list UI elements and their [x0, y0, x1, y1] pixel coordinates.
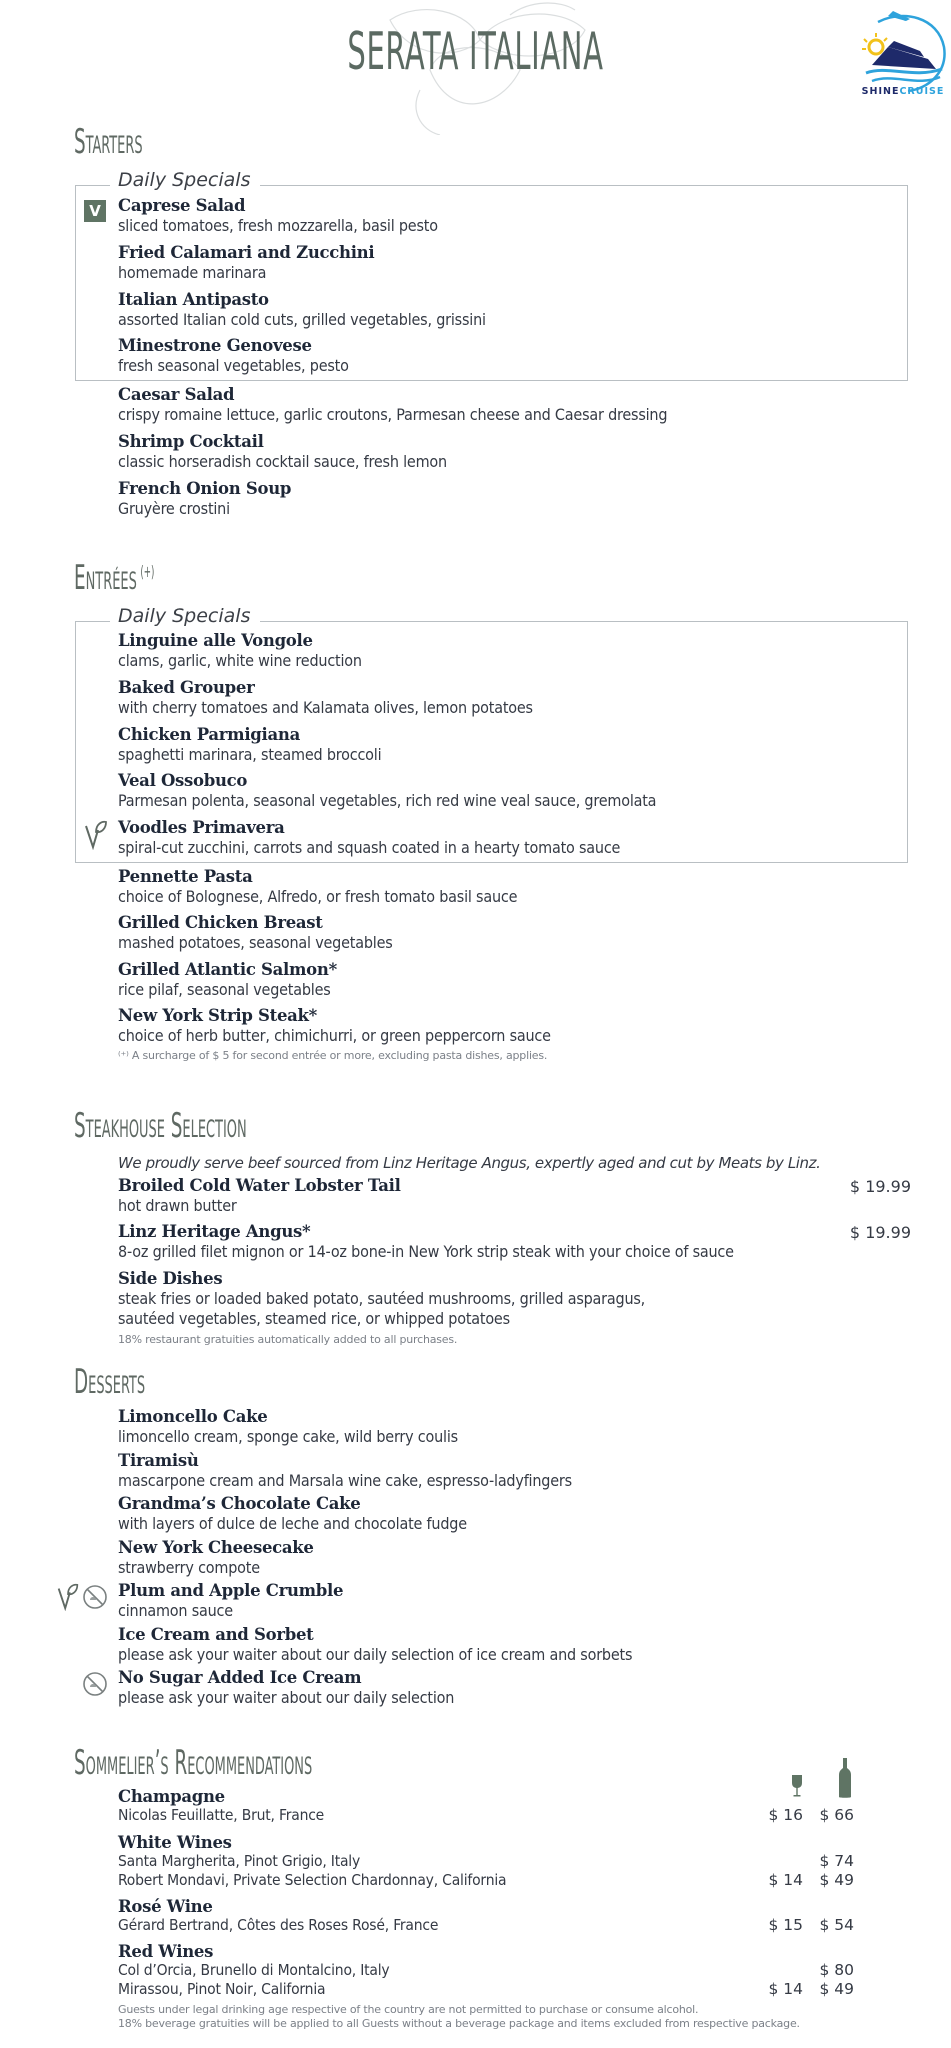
section-heading-entrees: Entrées (+): [74, 558, 155, 598]
menu-item: Fried Calamari and Zucchini homemade marinara: [118, 243, 375, 282]
menu-item: Grandma’s Chocolate Cake with layers of dulce de leche and chocolate fudge: [118, 1494, 467, 1533]
alcohol-age-note: Guests under legal drinking age respective of the country are not permitted to purchase or consume alcohol.: [118, 2003, 699, 2016]
bottle-price: $ 66: [819, 1806, 854, 1824]
no-sugar-icon: [82, 1671, 108, 1697]
menu-item: Ice Cream and Sorbet please ask your waiter about our daily selection of ice cream and sorbets: [118, 1625, 633, 1664]
no-sugar-icon: [82, 1584, 108, 1610]
page-title: SERATA ITALIANA: [347, 22, 604, 82]
bottle-price: $ 74: [819, 1852, 854, 1870]
menu-item: Chicken Parmigiana spaghetti marinara, steamed broccoli: [118, 725, 382, 764]
entree-surcharge-note: ⁽⁺⁾ A surcharge of $ 5 for second entrée or more, excluding pasta dishes, applies.: [118, 1049, 548, 1062]
wine-item: Santa Margherita, Pinot Grigio, Italy: [118, 1852, 361, 1870]
menu-item: Shrimp Cocktail classic horseradish cocktail sauce, fresh lemon: [118, 432, 447, 471]
vegan-leaf-icon: [56, 1583, 80, 1611]
menu-item: No Sugar Added Ice Cream please ask your waiter about our daily selection: [118, 1668, 455, 1707]
restaurant-gratuity-note: 18% restaurant gratuities automatically added to all purchases.: [118, 1333, 458, 1346]
logo-text: SHINECRUISE: [861, 86, 945, 97]
wine-item: Col d’Orcia, Brunello di Montalcino, Italy: [118, 1961, 390, 1979]
wine-glass-icon: [790, 1775, 804, 1797]
menu-item: New York Strip Steak* choice of herb butter, chimichurri, or green peppercorn sauce: [118, 1006, 551, 1045]
bottle-price: $ 49: [819, 1980, 854, 1998]
bottle-price: $ 54: [819, 1916, 854, 1934]
price: $ 19.99: [849, 1177, 911, 1196]
wine-bottle-icon: [838, 1758, 852, 1798]
menu-item: Linguine alle Vongole clams, garlic, white wine reduction: [118, 631, 362, 670]
bottle-price: $ 49: [819, 1871, 854, 1889]
daily-specials-label: Daily Specials: [110, 169, 260, 191]
wine-item: Nicolas Feuillatte, Brut, France: [118, 1806, 325, 1824]
daily-specials-label: Daily Specials: [110, 605, 260, 627]
wine-group-rose: Rosé Wine: [118, 1897, 213, 1916]
price: $ 19.99: [849, 1223, 911, 1242]
section-heading-desserts: Desserts: [74, 1362, 146, 1402]
wine-item: Mirassou, Pinot Noir, California: [118, 1980, 326, 1998]
menu-item: Plum and Apple Crumble cinnamon sauce: [118, 1581, 344, 1620]
vegan-leaf-icon: [84, 820, 108, 850]
menu-item: Baked Grouper with cherry tomatoes and Kalamata olives, lemon potatoes: [118, 678, 533, 717]
glass-price: $ 15: [768, 1916, 803, 1934]
menu-item: Broiled Cold Water Lobster Tail hot drawn butter: [118, 1176, 401, 1215]
section-heading-sommelier: Sommelier’s Recommendations: [74, 1743, 313, 1783]
menu-item: Italian Antipasto assorted Italian cold cuts, grilled vegetables, grissini: [118, 290, 486, 329]
glass-price: $ 14: [768, 1980, 803, 1998]
menu-item: French Onion Soup Gruyère crostini: [118, 479, 292, 518]
menu-item: Minestrone Genovese fresh seasonal vegetables, pesto: [118, 336, 349, 375]
menu-item: Caesar Salad crispy romaine lettuce, garlic croutons, Parmesan cheese and Caesar dressing: [118, 385, 668, 424]
steakhouse-intro: We proudly serve beef sourced from Linz Heritage Angus, expertly aged and cut by Meats by Linz.: [118, 1154, 821, 1172]
glass-price: $ 14: [768, 1871, 803, 1889]
section-heading-steakhouse: Steakhouse Selection: [74, 1106, 247, 1146]
wine-item: Robert Mondavi, Private Selection Chardonnay, California: [118, 1871, 507, 1889]
wine-group-champagne: Champagne: [118, 1787, 225, 1806]
glass-price: $ 16: [768, 1806, 803, 1824]
menu-item: Grilled Chicken Breast mashed potatoes, seasonal vegetables: [118, 913, 393, 952]
menu-item: New York Cheesecake strawberry compote: [118, 1538, 314, 1577]
wine-group-white: White Wines: [118, 1833, 232, 1852]
menu-item: Grilled Atlantic Salmon* rice pilaf, seasonal vegetables: [118, 960, 337, 999]
menu-item: Side Dishes steak fries or loaded baked potato, sautéed mushrooms, grilled asparagus, sautéed vegetables, steamed rice, or whipped potatoes: [118, 1269, 646, 1328]
beverage-gratuity-note: 18% beverage gratuities will be applied to all Guests without a beverage package and items excluded from respective package.: [118, 2017, 800, 2030]
menu-item: Caprese Salad sliced tomatoes, fresh mozzarella, basil pesto: [118, 196, 438, 235]
menu-item: Linz Heritage Angus* 8-oz grilled filet mignon or 14-oz bone-in New York strip steak with your choice of sauce: [118, 1222, 734, 1261]
bottle-price: $ 80: [819, 1961, 854, 1979]
vegetarian-v-icon: V: [84, 200, 106, 222]
section-heading-starters: Starters: [74, 122, 143, 162]
wine-item: Gérard Bertrand, Côtes des Roses Rosé, France: [118, 1916, 439, 1934]
menu-item: Veal Ossobuco Parmesan polenta, seasonal vegetables, rich red wine veal sauce, gremolata: [118, 771, 657, 810]
menu-item: Tiramisù mascarpone cream and Marsala wine cake, espresso-ladyfingers: [118, 1451, 572, 1490]
wine-group-red: Red Wines: [118, 1942, 214, 1961]
menu-item: Pennette Pasta choice of Bolognese, Alfredo, or fresh tomato basil sauce: [118, 867, 518, 906]
menu-item: Limoncello Cake limoncello cream, sponge cake, wild berry coulis: [118, 1407, 458, 1446]
menu-item: Voodles Primavera spiral-cut zucchini, carrots and squash coated in a hearty tomato sauce: [118, 818, 621, 857]
